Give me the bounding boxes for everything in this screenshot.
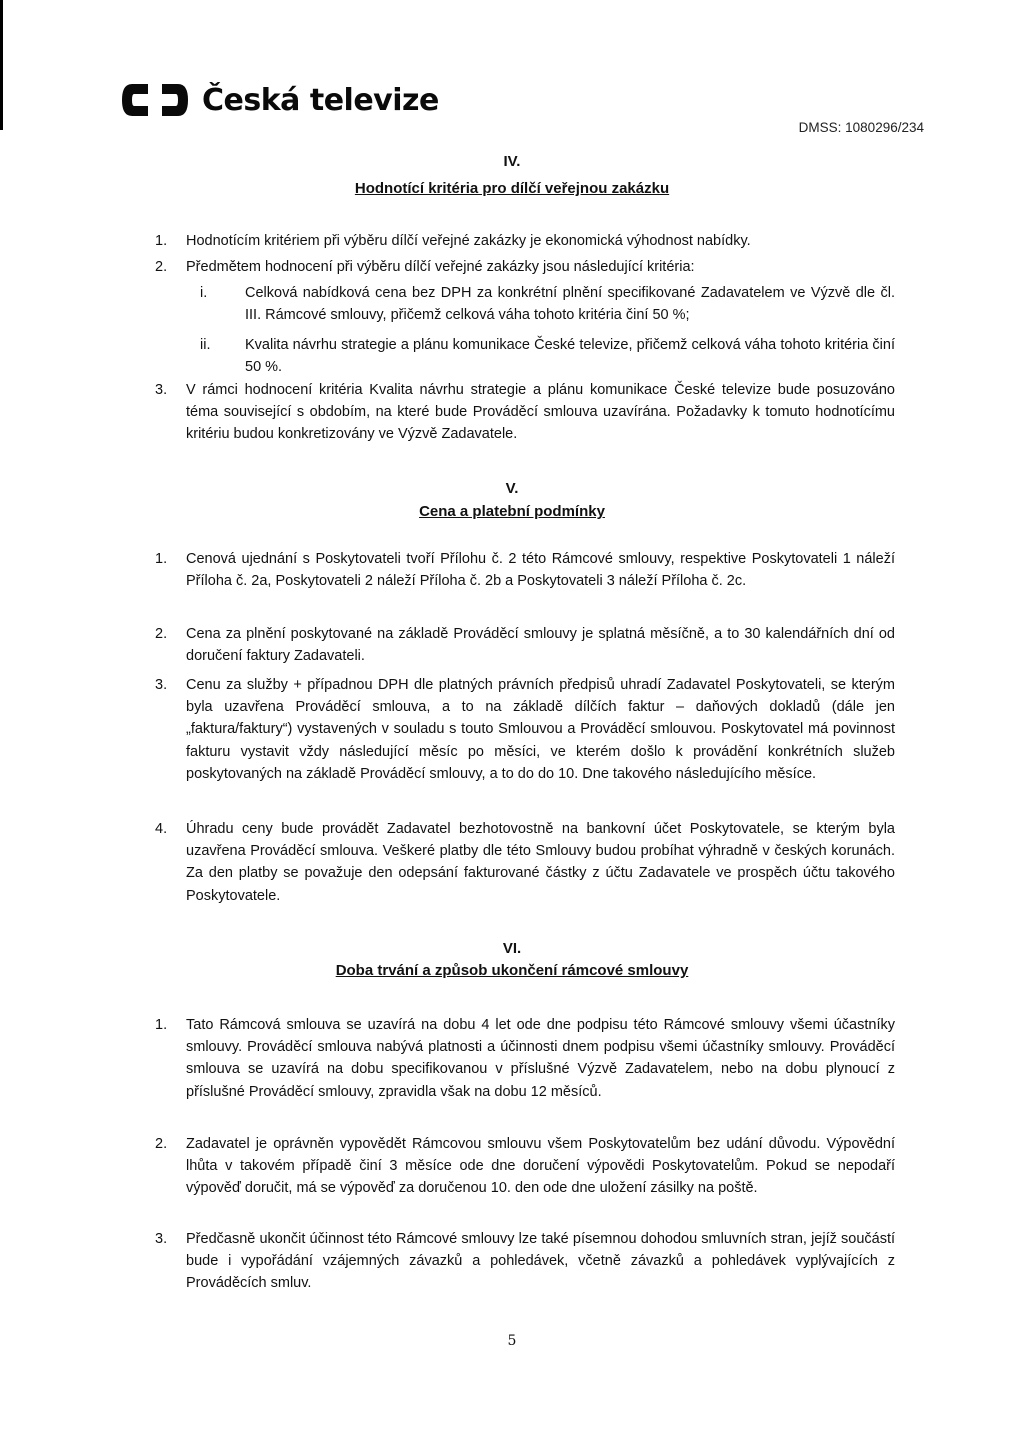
- list-item: [155, 1014, 895, 1103]
- item-number: 4.: [155, 821, 168, 837]
- document-id: DMSS: 1080296/234: [798, 120, 924, 135]
- ct-logo-icon: [120, 80, 190, 120]
- list-item: [155, 1228, 895, 1295]
- item-text: Předčasně ukončit účinnost této Rámcové smlouvy lze také písemnou dohodou smluvních stran, jejíž součástí bude i vypořádání vzájemných závazků a pohledávek, včetně závazků a pohledávek vyplývajících z Prováděcích smluv.: [186, 1231, 895, 1292]
- section-title: Doba trvání a způsob ukončení rámcové smlouvy: [335, 962, 689, 979]
- item-number: 2.: [155, 259, 168, 275]
- section-number: V.: [505, 480, 519, 497]
- item-number: 3.: [155, 1231, 168, 1247]
- list-item: [155, 379, 895, 446]
- section-number: IV.: [503, 153, 521, 170]
- list-item: [155, 1133, 895, 1200]
- item-text: V rámci hodnocení kritéria Kvalita návrhu strategie a plánu komunikace České televize bude posuzováno téma související s obdobím, na které bude Prováděcí smlouva uzavírána. Požadavky k tomuto hodnotícímu kritériu budou konkretizovány ve Výzvě Zadavatele.: [186, 382, 895, 443]
- item-text: Zadavatel je oprávněn vypovědět Rámcovou smlouvu všem Poskytovatelům bez udání důvodu. Výpovědní lhůta v takovém případě činí 3 měsíce ode dne doručení výpovědi Poskytovatelům. Pokud se nepodaří výpověď doručit, má se výpověď za doručenou 10. den ode dne uložení zásilky na poště.: [186, 1136, 895, 1197]
- list-item: [155, 623, 895, 667]
- logo: [120, 80, 439, 120]
- list-item: [155, 256, 895, 278]
- list-subitem: [200, 334, 895, 378]
- item-number: 3.: [155, 677, 168, 693]
- item-number: 2.: [155, 626, 168, 642]
- item-text: Předmětem hodnocení při výběru dílčí veřejné zakázky jsou následující kritéria:: [186, 259, 695, 275]
- item-number: 3.: [155, 382, 168, 398]
- item-number: 1.: [155, 1017, 168, 1033]
- item-text: Celková nabídková cena bez DPH za konkrétní plnění specifikované Zadavatelem ve Výzvě dle čl. III. Rámcové smlouvy, přičemž celková váha tohoto kritéria činí 50 %;: [245, 285, 895, 324]
- item-text: Tato Rámcová smlouva se uzavírá na dobu 4 let ode dne podpisu této Rámcové smlouvy všemi účastníky smlouvy. Prováděcí smlouva nabývá platnosti a účinnosti dnem podpisu všemi účastníky smlouvy. Prováděcí smlouva se uzavírá na dobu specifikovanou v příslušné Výzvě Zadavatelem, nebo na dobu plynoucí z příslušné Prováděcí smlouvy, zpravidla však na dobu 12 měsíců.: [186, 1017, 895, 1100]
- scan-edge-line: [0, 0, 3, 130]
- item-text: Cena za plnění poskytované na základě Prováděcí smlouvy je splatná měsíčně, a to 30 kalendářních dní od doručení faktury Zadavateli.: [186, 626, 895, 665]
- item-text: Kvalita návrhu strategie a plánu komunikace České televize, přičemž celková váha tohoto kritéria činí 50 %.: [245, 337, 895, 376]
- item-text: Cenu za služby + případnou DPH dle platných právních předpisů uhradí Zadavatel Poskytovateli, se kterým byla uzavřena Prováděcí smlouva, a to na základě dílčích faktur – daňových dokladů (dále jen „faktura/faktury“) vystavených v souladu s touto Smlouvou a Prováděcí smlouvou. Poskytovatel má povinnost fakturu vystavit vždy následující měsíc po měsíci, ve kterém došlo k provádění konkrétních služeb poskytovaných na základě Prováděcí smlouvy, a to do do 10. Dne takového následujícího měsíce.: [186, 677, 895, 782]
- section-number: VI.: [502, 940, 522, 957]
- item-text: Hodnotícím kritériem při výběru dílčí veřejné zakázky je ekonomická výhodnost nabídky.: [186, 233, 751, 249]
- page-number: 5: [507, 1333, 517, 1349]
- list-item: [155, 548, 895, 592]
- list-item: [155, 818, 895, 907]
- item-number: 1.: [155, 233, 168, 249]
- list-subitem: [200, 282, 895, 326]
- list-item: [155, 230, 895, 252]
- item-text: Cenová ujednání s Poskytovateli tvoří Přílohu č. 2 této Rámcové smlouvy, respektive Poskytovateli 1 náleží Příloha č. 2a, Poskytovateli 2 náleží Příloha č. 2b a Poskytovateli 3 náleží Příloha č. 2c.: [186, 551, 895, 590]
- section-title: Hodnotící kritéria pro dílčí veřejnou zakázku: [354, 180, 670, 197]
- item-number: i.: [200, 285, 208, 301]
- item-number: ii.: [200, 337, 211, 353]
- item-text: Úhradu ceny bude provádět Zadavatel bezhotovostně na bankovní účet Poskytovatele, se kterým byla uzavřena Prováděcí smlouva. Veškeré platby dle této Smlouvy budou probíhat výhradně v českých korunách. Za den platby se považuje den odepsání fakturované částky z účtu Zadavatele ve prospěch účtu takového Poskytovatele.: [186, 821, 895, 904]
- list-item: [155, 674, 895, 785]
- logo-text: Česká televize: [202, 82, 439, 118]
- item-number: 2.: [155, 1136, 168, 1152]
- section-title: Cena a platební podmínky: [419, 503, 605, 520]
- item-number: 1.: [155, 551, 168, 567]
